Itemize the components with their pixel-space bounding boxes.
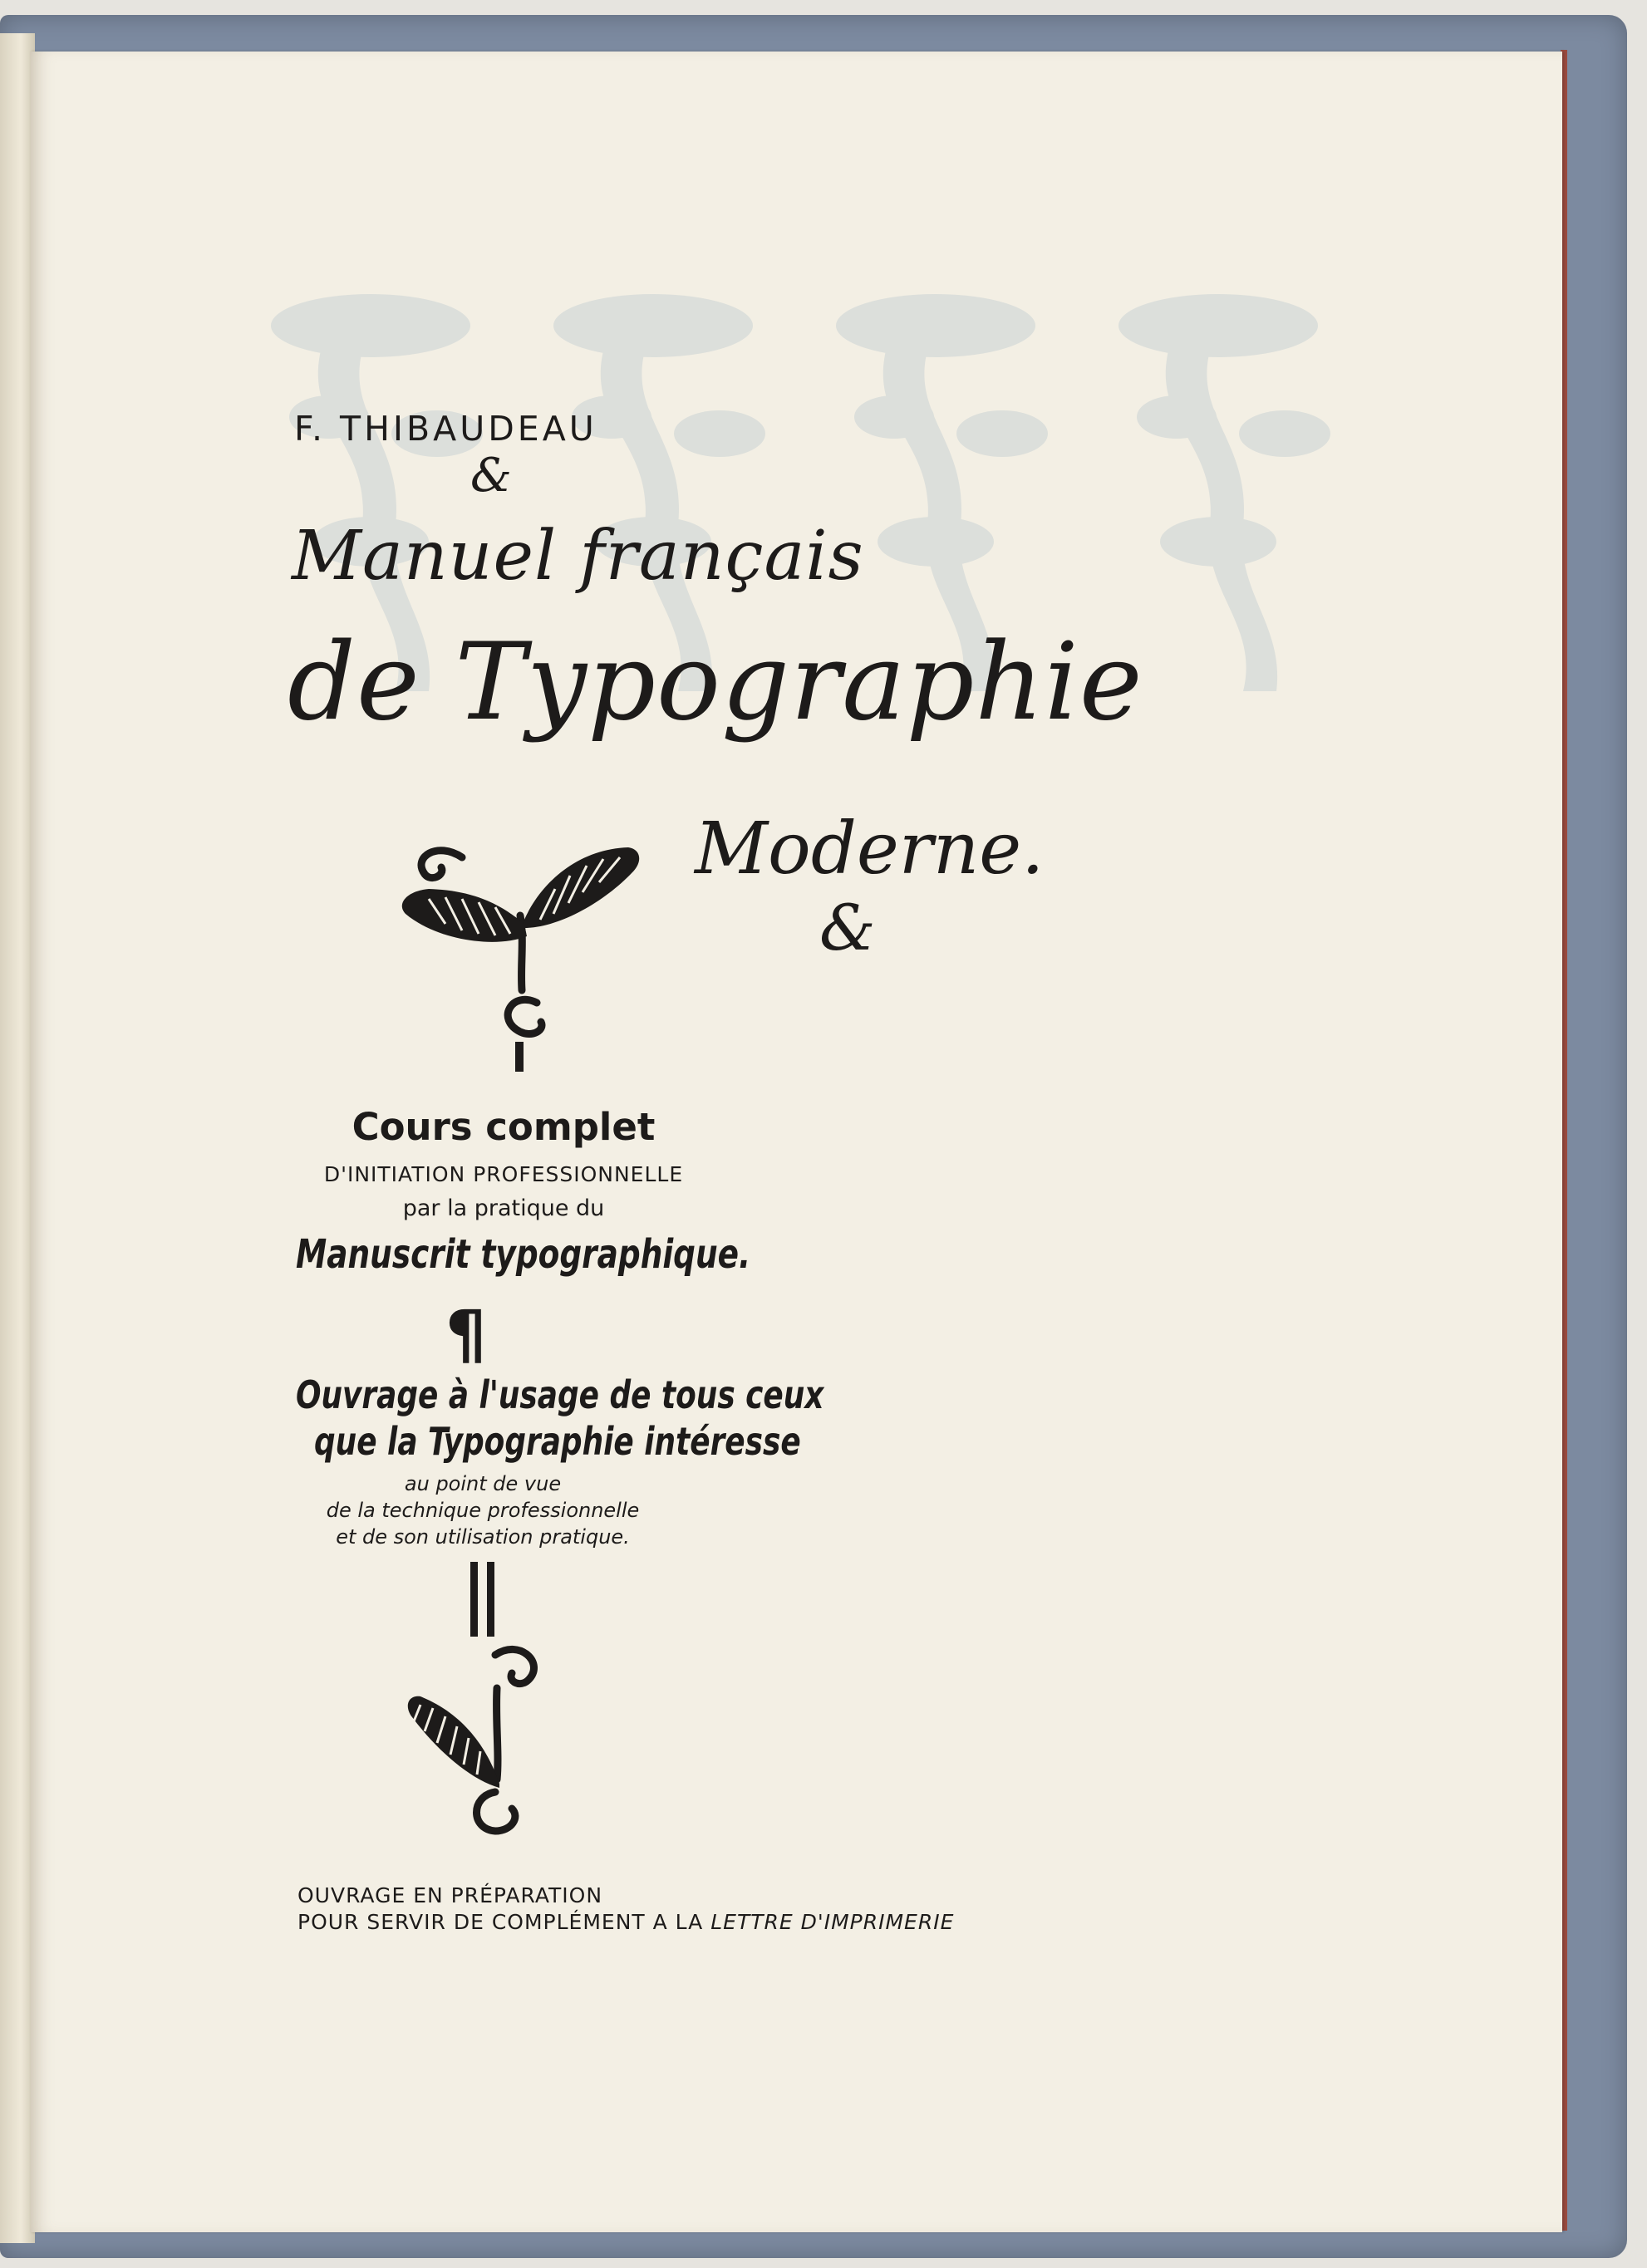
- detail-line-3: et de son utilisation pratique.: [336, 1525, 630, 1549]
- pilcrow-ornament: ¶: [445, 1298, 487, 1372]
- title-line-3: Moderne.: [695, 808, 1045, 891]
- subtitle-manuscrit: Manuscrit typographique.: [296, 1231, 751, 1278]
- audience-line-1: Ouvrage à l'usage de tous ceux: [296, 1372, 824, 1417]
- double-rule-right: [487, 1562, 494, 1637]
- fern-leaf-fleuron-icon: [379, 824, 645, 1073]
- title-line-2: de Typographie: [288, 621, 1143, 744]
- ampersand-ornament-right: &: [819, 891, 876, 965]
- footer-line-2-italic: LETTRE D'IMPRIMERIE: [710, 1910, 955, 1934]
- double-rule-left: [470, 1562, 478, 1637]
- author-name: F. THIBAUDEAU: [294, 409, 597, 449]
- footer-line-2-prefix: POUR SERVIR DE COMPLÉMENT A LA: [297, 1910, 711, 1934]
- ampersand-ornament-top: &: [470, 449, 512, 503]
- title-line-1: Manuel français: [292, 517, 864, 596]
- subtitle-main: Cours complet: [352, 1105, 656, 1149]
- footer-line-1: OUVRAGE EN PRÉPARATION: [297, 1883, 603, 1907]
- title-page: [30, 52, 1562, 2232]
- subtitle-caps: D'INITIATION PROFESSIONNELLE: [323, 1162, 684, 1186]
- detail-line-2: de la technique professionnelle: [326, 1499, 640, 1522]
- footer-line-2: [297, 1910, 954, 1934]
- subtitle-par: par la pratique du: [402, 1195, 605, 1221]
- detail-line-1: au point de vue: [404, 1472, 562, 1495]
- audience-line-2: que la Typographie intéresse: [314, 1419, 801, 1464]
- fern-leaf-fleuron-lower-icon: [404, 1638, 570, 1838]
